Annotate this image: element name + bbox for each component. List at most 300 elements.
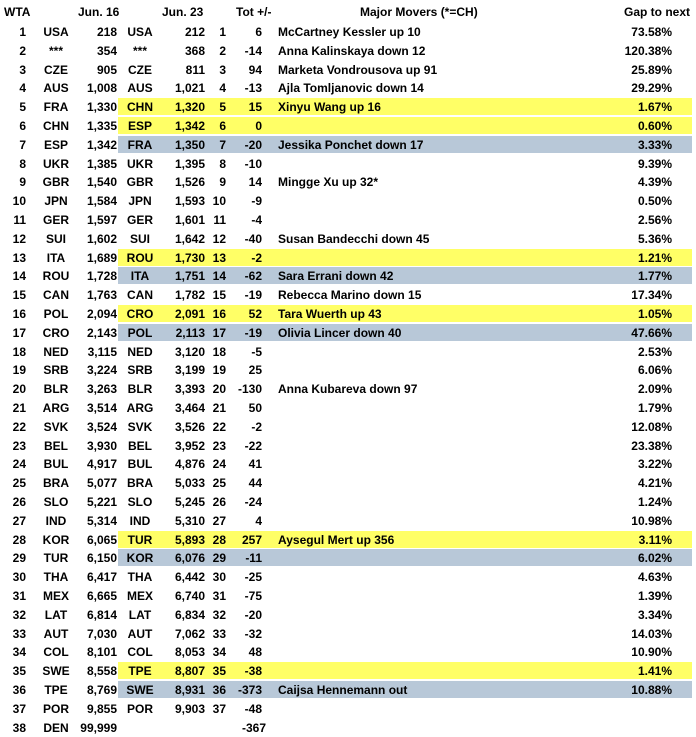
rank-cell: 32	[12, 607, 26, 622]
gap-to-next-cell: 10.90%	[631, 645, 672, 660]
rank-cell: 15	[12, 288, 26, 303]
gap-to-next-cell: 5.36%	[637, 231, 672, 246]
points-jun23-cell: 9,903	[174, 701, 205, 716]
points-jun23-cell: 7,062	[174, 626, 205, 641]
country-jun16-cell: MEX	[42, 589, 69, 603]
points-jun16-cell: 218	[96, 25, 117, 39]
gap-to-next-cell: 17.34%	[631, 288, 672, 303]
tot-change-cell: -62	[244, 269, 262, 284]
rank-cell: 29	[12, 551, 26, 566]
table-row	[0, 700, 696, 718]
table-row	[0, 455, 696, 473]
rank-cell: 30	[12, 570, 26, 585]
major-mover-cell: Olivia Lincer down 40	[278, 325, 402, 340]
country-jun16-cell: TUR	[43, 551, 69, 566]
country-jun23-cell: GER	[126, 213, 153, 227]
points-jun23-cell: 1,751	[174, 269, 205, 284]
table-row	[0, 493, 696, 511]
points-jun23-cell: 1,593	[174, 194, 205, 209]
rank-cell: 31	[12, 589, 26, 603]
rank-cell: 10	[12, 194, 26, 209]
points-jun16-cell: 2,094	[86, 307, 117, 321]
tot-change-cell: 4	[255, 513, 262, 528]
country-jun23-cell: LAT	[128, 607, 152, 622]
points-jun23-cell: 3,464	[174, 401, 205, 415]
gap-to-next-cell: 29.29%	[631, 81, 672, 96]
rank-cell: 1	[19, 25, 26, 39]
points-jun23-cell: 2,091	[174, 307, 205, 321]
rank-cell: 17	[12, 325, 26, 340]
rank-jun23-cell: 14	[212, 269, 226, 284]
rank-jun23-cell: 16	[212, 307, 226, 321]
table-row	[0, 117, 696, 135]
points-jun23-cell: 6,442	[174, 570, 205, 585]
points-jun23-cell: 3,526	[174, 419, 205, 434]
country-jun23-cell: SVK	[127, 419, 153, 434]
points-jun16-cell: 3,514	[86, 401, 117, 415]
table-row	[0, 173, 696, 191]
country-jun16-cell: SRB	[43, 363, 69, 378]
tot-change-cell: -2	[251, 250, 262, 265]
country-jun16-cell: KOR	[42, 532, 70, 547]
tot-change-cell: -75	[244, 589, 262, 603]
rank-cell: 16	[12, 307, 26, 321]
points-jun16-cell: 1,597	[86, 213, 117, 227]
rank-cell: 36	[12, 683, 26, 697]
country-jun16-cell: IND	[45, 513, 67, 528]
rank-cell: 33	[12, 626, 26, 641]
rank-jun23-cell: 17	[212, 325, 226, 340]
points-jun16-cell: 1,008	[86, 81, 117, 96]
tot-change-cell: -4	[251, 213, 262, 227]
points-jun16-cell: 3,263	[86, 382, 117, 397]
rank-cell: 37	[12, 701, 26, 716]
table-row	[0, 230, 696, 248]
header-jun16: Jun. 16	[78, 5, 120, 19]
header-jun23: Jun. 23	[162, 5, 204, 19]
rank-cell: 22	[12, 419, 26, 434]
table-row	[0, 61, 696, 79]
country-jun16-cell: POL	[43, 307, 69, 321]
footer-total: -367	[241, 721, 266, 735]
points-jun16-cell: 905	[96, 62, 117, 77]
points-jun23-cell: 1,342	[174, 119, 205, 133]
points-jun23-cell: 2,113	[175, 325, 205, 340]
header-wta: WTA	[4, 5, 31, 19]
major-mover-cell: Jessika Ponchet down 17	[278, 137, 424, 152]
country-jun16-cell: ITA	[46, 250, 66, 265]
table-row	[0, 512, 696, 530]
points-jun16-cell: 354	[96, 43, 117, 58]
points-jun16-cell: 7,030	[86, 626, 117, 641]
tot-change-cell: -2	[251, 419, 262, 434]
points-jun16-cell: 8,101	[86, 645, 117, 660]
tot-change-cell: -13	[244, 81, 262, 96]
points-jun16-cell: 6,814	[86, 607, 117, 622]
country-jun16-cell: DEN	[43, 720, 69, 735]
country-jun23-cell: CRO	[126, 307, 154, 321]
rank-cell: 25	[12, 476, 26, 491]
country-jun23-cell: JPN	[128, 194, 152, 209]
points-jun16-cell: 5,314	[86, 513, 117, 528]
rank-jun23-cell: 15	[212, 288, 226, 303]
tot-change-cell: -373	[237, 683, 262, 697]
header-major-movers: Major Movers (*=CH)	[360, 5, 478, 19]
gap-to-next-cell: 0.60%	[637, 119, 672, 133]
country-jun16-cell: ESP	[43, 137, 68, 152]
table-row	[0, 192, 696, 210]
rank-jun23-cell: 29	[212, 551, 226, 566]
country-jun16-cell: JPN	[44, 194, 68, 209]
rank-jun23-cell: 31	[212, 589, 226, 603]
points-jun23-cell: 5,033	[174, 476, 205, 491]
gap-to-next-cell: 3.33%	[637, 137, 672, 152]
rank-jun23-cell: 23	[212, 438, 226, 453]
major-mover-cell: Tara Wuerth up 43	[278, 307, 382, 321]
tot-change-cell: -32	[244, 626, 262, 641]
points-jun23-cell: 4,876	[174, 457, 205, 472]
points-jun16-cell: 5,077	[86, 476, 117, 491]
rank-jun23-cell: 8	[219, 156, 226, 171]
points-jun16-cell: 1,602	[86, 231, 117, 246]
country-jun16-cell: GBR	[42, 175, 70, 190]
points-jun23-cell: 8,053	[174, 645, 205, 660]
major-mover-cell: Sara Errani down 42	[278, 269, 394, 284]
table-row	[0, 531, 696, 549]
country-jun23-cell: TUR	[127, 532, 153, 547]
tot-change-cell: -9	[251, 194, 262, 209]
country-jun16-cell: USA	[43, 25, 69, 39]
points-jun23-cell: 811	[185, 62, 205, 77]
country-jun16-cell: CZE	[44, 62, 68, 77]
gap-to-next-cell: 6.06%	[637, 363, 672, 378]
table-row	[0, 361, 696, 379]
major-mover-cell: Anna Kalinskaya down 12	[278, 43, 426, 58]
table-row	[0, 42, 696, 60]
table-row	[0, 324, 696, 342]
rank-cell: 2	[19, 43, 26, 58]
points-jun16-cell: 2,143	[86, 325, 117, 340]
tot-change-cell: 48	[248, 645, 262, 660]
gap-to-next-cell: 4.39%	[637, 175, 672, 190]
rank-jun23-cell: 10	[212, 194, 226, 209]
tot-change-cell: 94	[248, 62, 262, 77]
points-jun23-cell: 1,730	[174, 250, 205, 265]
rank-cell: 20	[12, 382, 26, 397]
rank-jun23-cell: 25	[212, 476, 226, 491]
gap-to-next-cell: 1.67%	[637, 100, 672, 115]
rank-jun23-cell: 9	[219, 175, 226, 190]
points-jun16-cell: 1,689	[86, 250, 117, 265]
gap-to-next-cell: 10.98%	[631, 513, 672, 528]
table-row	[0, 136, 696, 154]
table-row	[0, 305, 696, 323]
points-jun23-cell: 6,740	[174, 589, 205, 603]
table-row	[0, 399, 696, 417]
tot-change-cell: -40	[244, 231, 262, 246]
gap-to-next-cell: 1.79%	[637, 401, 672, 415]
table-row	[0, 23, 696, 41]
country-jun23-cell: UKR	[127, 156, 153, 171]
tot-change-cell: -25	[244, 570, 262, 585]
points-jun16-cell: 6,665	[86, 589, 117, 603]
gap-to-next-cell: 4.63%	[637, 570, 672, 585]
tot-change-cell: -5	[251, 344, 262, 359]
major-mover-cell: Mingge Xu up 32*	[278, 175, 379, 190]
tot-change-cell: 25	[248, 363, 262, 378]
gap-to-next-cell: 1.39%	[637, 589, 672, 603]
rank-jun23-cell: 2	[219, 43, 226, 58]
tot-change-cell: -19	[244, 288, 262, 303]
gap-to-next-cell: 1.77%	[637, 269, 672, 284]
tot-change-cell: -38	[244, 664, 262, 679]
gap-to-next-cell: 14.03%	[631, 626, 672, 641]
major-mover-cell: Ajla Tomljanovic down 14	[278, 81, 424, 96]
tot-change-cell: 15	[248, 100, 262, 115]
table-row	[0, 437, 696, 455]
country-jun16-cell: FRA	[43, 100, 69, 115]
country-jun16-cell: UKR	[43, 156, 69, 171]
rank-cell: 11	[13, 213, 26, 227]
country-jun16-cell: SUI	[45, 231, 66, 246]
country-jun23-cell: FRA	[127, 137, 153, 152]
gap-to-next-cell: 120.38%	[624, 43, 672, 58]
gap-to-next-cell: 10.88%	[631, 683, 672, 697]
table-row	[0, 267, 696, 285]
major-mover-cell: Rebecca Marino down 15	[278, 288, 422, 303]
points-jun16-cell: 1,335	[86, 119, 117, 133]
country-jun16-cell: SVK	[43, 419, 69, 434]
points-jun23-cell: 3,199	[174, 363, 205, 378]
points-jun16-cell: 6,417	[86, 570, 117, 585]
country-jun23-cell: BRA	[127, 476, 153, 491]
table-row	[0, 719, 696, 737]
table-row	[0, 249, 696, 267]
rank-jun23-cell: 11	[213, 213, 226, 227]
country-jun23-cell: ***	[132, 43, 147, 58]
points-jun23-cell: 368	[184, 43, 205, 58]
points-jun23-cell: 212	[184, 25, 205, 39]
country-jun23-cell: POR	[126, 701, 153, 716]
gap-to-next-cell: 1.24%	[637, 495, 672, 509]
country-jun16-cell: NED	[43, 344, 69, 359]
country-jun23-cell: TPE	[128, 664, 152, 679]
country-jun16-cell: BUL	[43, 457, 69, 472]
points-jun23-cell: 5,893	[174, 532, 205, 547]
rank-jun23-cell: 5	[219, 100, 226, 115]
rank-cell: 28	[12, 532, 26, 547]
points-jun16-cell: 6,065	[86, 532, 117, 547]
rank-jun23-cell: 13	[212, 250, 226, 265]
points-jun16-cell: 1,385	[86, 156, 117, 171]
gap-to-next-cell: 9.39%	[637, 156, 672, 171]
table-row	[0, 474, 696, 492]
rank-cell: 4	[19, 81, 26, 96]
country-jun23-cell: SLO	[127, 495, 153, 509]
tot-change-cell: -20	[244, 137, 262, 152]
rank-cell: 7	[19, 137, 26, 152]
rank-jun23-cell: 18	[212, 344, 226, 359]
rank-cell: 27	[12, 513, 26, 528]
major-mover-cell: Caijsa Hennemann out	[278, 683, 408, 697]
points-jun23-cell: 1,320	[174, 100, 205, 115]
country-jun23-cell: CZE	[128, 62, 152, 77]
points-jun23-cell: 3,952	[174, 438, 205, 453]
rank-cell: 3	[19, 62, 26, 77]
country-jun23-cell: GBR	[126, 175, 154, 190]
points-jun23-cell: 6,076	[174, 551, 205, 566]
points-jun23-cell: 1,642	[174, 231, 205, 246]
points-jun16-cell: 3,930	[86, 438, 117, 453]
country-jun16-cell: BEL	[44, 438, 68, 453]
gap-to-next-cell: 25.89%	[631, 62, 672, 77]
rank-cell: 12	[12, 231, 26, 246]
rank-jun23-cell: 4	[219, 81, 226, 96]
tot-change-cell: -14	[244, 43, 262, 58]
country-jun16-cell: GER	[42, 213, 69, 227]
points-jun16-cell: 6,150	[86, 551, 117, 566]
table-row	[0, 549, 696, 567]
points-jun16-cell: 5,221	[86, 495, 117, 509]
country-jun16-cell: AUS	[43, 81, 69, 96]
points-jun23-cell: 1,526	[174, 175, 205, 190]
points-jun23-cell: 1,350	[174, 137, 205, 152]
points-jun23-cell: 6,834	[174, 607, 205, 622]
points-jun16-cell: 8,769	[86, 683, 117, 697]
rank-cell: 13	[12, 250, 26, 265]
country-jun16-cell: CAN	[43, 288, 69, 303]
tot-change-cell: -20	[244, 607, 262, 622]
country-jun16-cell: THA	[43, 570, 69, 585]
table-row	[0, 418, 696, 436]
points-jun23-cell: 3,393	[174, 382, 205, 397]
rank-jun23-cell: 30	[212, 570, 226, 585]
rank-cell: 24	[12, 457, 26, 472]
country-jun23-cell: COL	[127, 645, 153, 660]
gap-to-next-cell: 6.02%	[637, 551, 672, 566]
points-jun23-cell: 1,782	[174, 288, 205, 303]
table-row	[0, 211, 696, 229]
gap-to-next-cell: 12.08%	[631, 419, 672, 434]
table-row	[0, 587, 696, 605]
country-jun23-cell: ITA	[130, 269, 150, 284]
gap-to-next-cell: 3.34%	[637, 607, 672, 622]
country-jun23-cell: ARG	[126, 401, 154, 415]
country-jun23-cell: SUI	[129, 231, 150, 246]
country-jun16-cell: SLO	[43, 495, 69, 509]
table-row	[0, 643, 696, 661]
rank-jun23-cell: 21	[212, 401, 226, 415]
tot-change-cell: 257	[241, 532, 262, 547]
rank-cell: 6	[19, 119, 26, 133]
rank-jun23-cell: 35	[212, 664, 226, 679]
country-jun16-cell: LAT	[44, 607, 68, 622]
points-jun16-cell: 4,917	[86, 457, 117, 472]
country-jun23-cell: POL	[127, 325, 153, 340]
table-row	[0, 606, 696, 624]
major-mover-cell: McCartney Kessler up 10	[278, 25, 421, 39]
country-jun16-cell: CRO	[42, 325, 70, 340]
rank-cell: 21	[12, 401, 26, 415]
points-jun16-cell: 3,224	[86, 363, 117, 378]
rank-cell: 35	[12, 664, 26, 679]
rank-jun23-cell: 1	[219, 25, 226, 39]
country-jun23-cell: IND	[129, 513, 151, 528]
points-jun23-cell: 3,120	[174, 344, 205, 359]
rank-jun23-cell: 22	[212, 419, 226, 434]
table-row	[0, 155, 696, 173]
table-row	[0, 286, 696, 304]
tot-change-cell: -22	[244, 438, 262, 453]
country-jun23-cell: AUT	[127, 626, 153, 641]
gap-to-next-cell: 2.56%	[637, 213, 672, 227]
tot-change-cell: -48	[244, 701, 262, 716]
country-jun16-cell: TPE	[44, 683, 68, 697]
country-jun16-cell: BLR	[43, 382, 69, 397]
table-row	[0, 625, 696, 643]
gap-to-next-cell: 1.21%	[637, 250, 672, 265]
rank-jun23-cell: 19	[212, 363, 226, 378]
rank-jun23-cell: 34	[212, 645, 226, 660]
tot-change-cell: -24	[244, 495, 262, 509]
country-jun16-cell: CHN	[43, 119, 69, 133]
points-jun16-cell: 3,524	[86, 419, 117, 434]
country-jun23-cell: THA	[127, 570, 153, 585]
rank-cell: 23	[12, 438, 26, 453]
gap-to-next-cell: 3.22%	[637, 457, 672, 472]
country-jun23-cell: BLR	[127, 382, 153, 397]
country-jun23-cell: ESP	[127, 119, 152, 133]
tot-change-cell: -11	[245, 551, 262, 566]
country-jun16-cell: SWE	[42, 664, 70, 679]
rank-cell: 38	[12, 720, 26, 735]
gap-to-next-cell: 2.09%	[637, 382, 672, 397]
rank-jun23-cell: 20	[212, 382, 226, 397]
country-jun23-cell: MEX	[126, 589, 153, 603]
rank-cell: 14	[12, 269, 26, 284]
rank-cell: 18	[12, 344, 26, 359]
table-row	[0, 343, 696, 361]
points-jun16-cell: 3,115	[87, 344, 117, 359]
country-jun23-cell: ROU	[126, 250, 154, 265]
points-jun16-cell: 8,558	[86, 664, 117, 679]
rank-cell: 34	[12, 645, 26, 660]
rank-jun23-cell: 7	[219, 137, 226, 152]
country-jun23-cell: KOR	[126, 551, 154, 566]
rank-jun23-cell: 33	[212, 626, 226, 641]
rank-cell: 26	[12, 495, 26, 509]
points-jun23-cell: 5,310	[174, 513, 205, 528]
major-mover-cell: Xinyu Wang up 16	[278, 100, 381, 115]
tot-change-cell: -19	[244, 325, 262, 340]
country-jun16-cell: BRA	[43, 476, 69, 491]
points-jun23-cell: 8,931	[174, 683, 205, 697]
rank-jun23-cell: 28	[212, 532, 226, 547]
rank-cell: 8	[19, 156, 26, 171]
points-jun16-cell: 1,584	[86, 194, 117, 209]
country-jun23-cell: AUS	[127, 81, 153, 96]
table-row	[0, 380, 696, 398]
points-jun16-cell: 99,999	[80, 720, 117, 735]
major-mover-cell: Anna Kubareva down 97	[278, 382, 418, 397]
country-jun16-cell: ARG	[42, 401, 70, 415]
gap-to-next-cell: 4.21%	[637, 476, 672, 491]
country-jun23-cell: CAN	[127, 288, 153, 303]
tot-change-cell: 14	[248, 175, 262, 190]
table-row	[0, 681, 696, 699]
table-row	[0, 79, 696, 97]
country-jun23-cell: CHN	[127, 100, 153, 115]
